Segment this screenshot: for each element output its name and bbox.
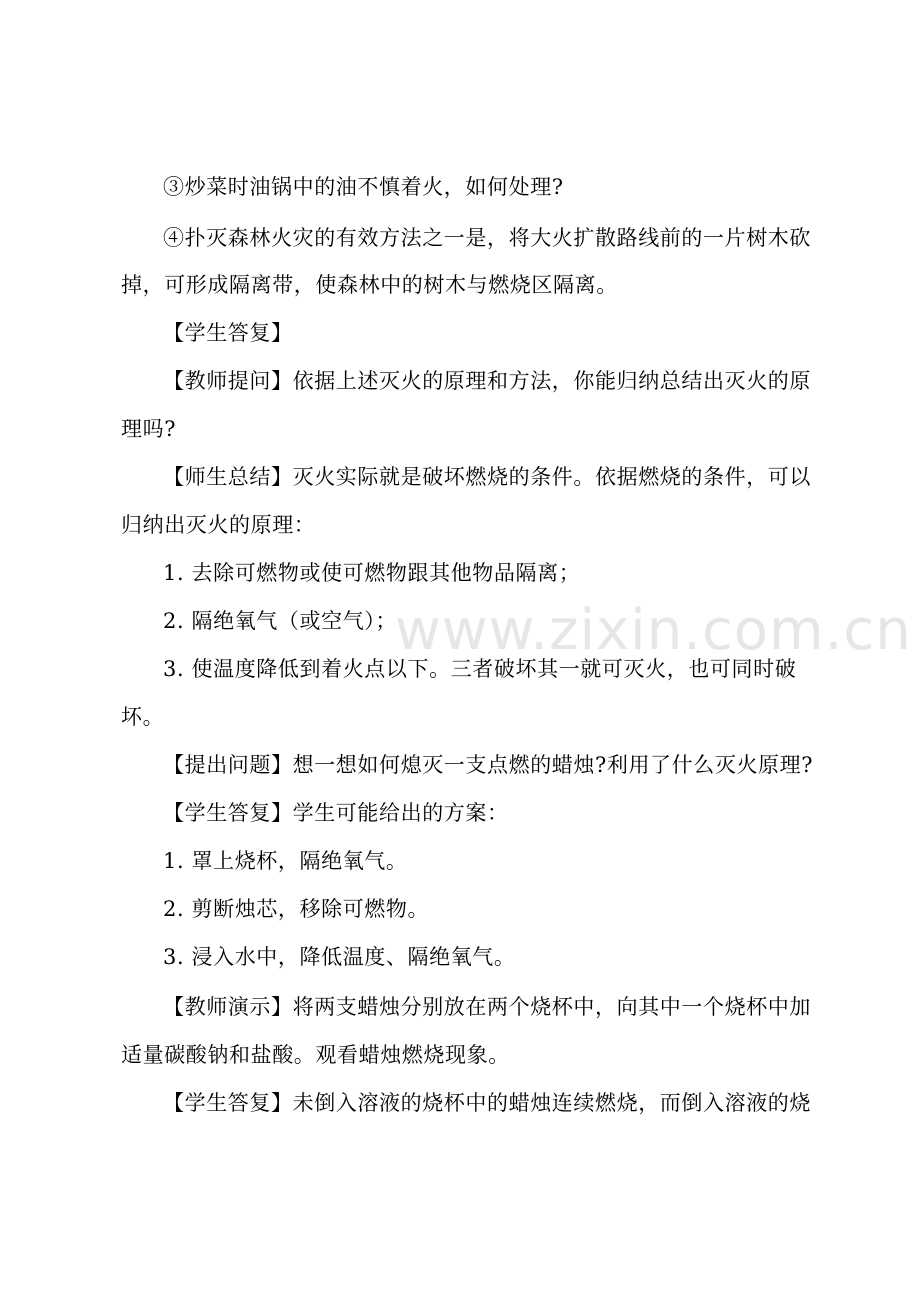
list-item: 3. 使温度降低到着火点以下。三者破坏其一就可灭火，也可同时破 [163, 657, 797, 681]
text-line: 【师生总结】灭火实际就是破坏燃烧的条件。依据燃烧的条件，可以 [163, 465, 811, 489]
text-line: 【教师提问】依据上述灭火的原理和方法，你能归纳总结出灭火的原 [163, 369, 811, 393]
text-line: ④扑灭森林火灾的有效方法之一是，将大火扩散路线前的一片树木砍 [163, 226, 811, 250]
text-line: 坏。 [121, 705, 165, 729]
text-line: ③炒菜时油锅中的油不慎着火，如何处理? [163, 175, 564, 199]
list-item: 1. 去除可燃物或使可燃物跟其他物品隔离； [163, 561, 581, 585]
text-line: 掉，可形成隔离带，使森林中的树木与燃烧区隔离。 [121, 273, 618, 297]
text-line: 归纳出灭火的原理： [121, 513, 316, 537]
list-item: 1. 罩上烧杯，隔绝氧气。 [163, 849, 408, 873]
list-item: 2. 隔绝氧气（或空气）； [163, 609, 398, 633]
text-line: 【学生答复】 [163, 321, 293, 345]
text-line: 【教师演示】将两支蜡烛分别放在两个烧杯中，向其中一个烧杯中加 [163, 995, 811, 1019]
text-line: 【学生答复】学生可能给出的方案： [163, 801, 509, 825]
text-line: 适量碳酸钠和盐酸。观看蜡烛燃烧现象。 [121, 1043, 510, 1067]
list-item: 2. 剪断烛芯，移除可燃物。 [163, 897, 430, 921]
text-line: 【提出问题】想一想如何熄灭一支点燃的蜡烛?利用了什么灭火原理? [163, 753, 814, 777]
text-line: 【学生答复】未倒入溶液的烧杯中的蜡烛连续燃烧，而倒入溶液的烧 [163, 1091, 811, 1115]
list-item: 3. 浸入水中，降低温度、隔绝氧气。 [163, 945, 516, 969]
watermark: www.zixin.com.cn [395, 598, 912, 663]
text-line: 理吗? [121, 417, 177, 441]
